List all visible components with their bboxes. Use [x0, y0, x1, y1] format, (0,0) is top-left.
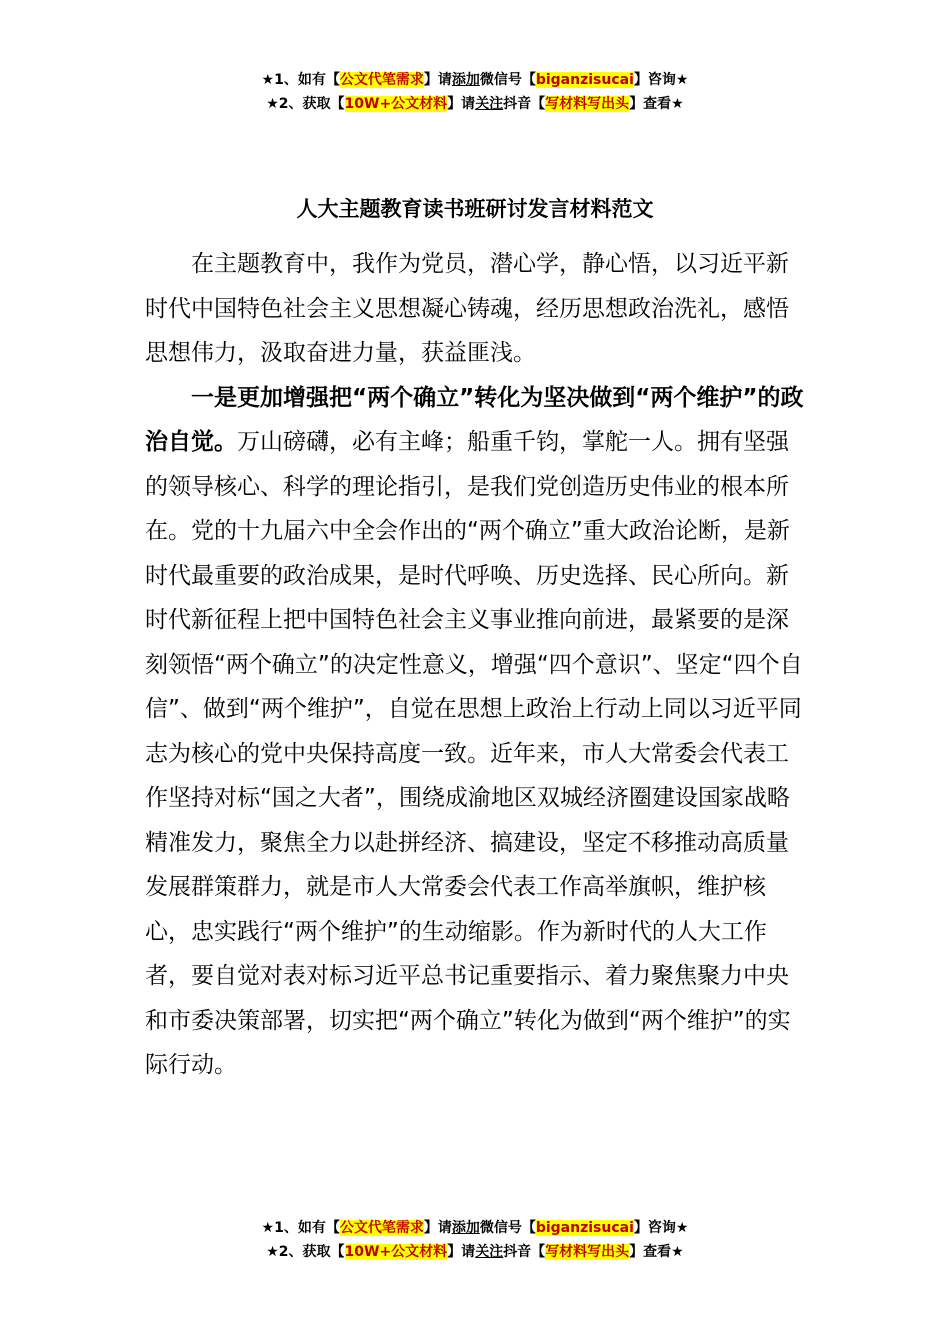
banner-text: 微信号【	[479, 1220, 536, 1236]
paragraph-intro: 在主题教育中，我作为党员，潜心学，静心悟，以习近平新时代中国特色社会主义思想凝心铸魂，经历思想政治洗礼，感悟思想伟力，汲取奋进力量，获益匪浅。	[145, 251, 789, 366]
document-title: 人大主题教育读书班研讨发言材料范文	[296, 197, 654, 221]
paragraph-lead: 一是更加增强把“两个确立”转化为坚决做到“两个维护”的政治自觉。	[145, 384, 804, 455]
douyin-account: 写材料写出头	[545, 96, 630, 112]
banner-line-1	[0, 1216, 950, 1240]
banner-underlined: 关注	[475, 96, 504, 112]
banner-line-2	[0, 1240, 950, 1264]
banner-text: 】咨询★	[633, 1220, 689, 1236]
banner-highlight: 公文代笔需求	[339, 1220, 424, 1236]
banner-text: ★2、获取【	[266, 1244, 345, 1260]
banner-text: 】咨询★	[633, 72, 689, 88]
banner-text: ★1、如有【	[261, 72, 340, 88]
paragraph-text: 万山磅礴，必有主峰；船重千钧，掌舵一人。拥有坚强的领导核心、科学的理论指引，是我们党创造历史伟业的根本所在。党的十九届六中全会作出的“两个确立”重大政治论断，是新时代最重要的政治成果，是时代呼唤、历史选择、民心所向。新时代新征程上把中国特色社会主义事业推向前进，最紧要的是深刻领悟“两个确立”的决定性意义，增强“四个意识”、坚定“四个自信”、做到“两个维护”，自觉在思想上政治上行动上同以习近平同志为核心的党中央保持高度一致。近年来，市人大常委会代表工作坚持对标“国之大者”，围绕成渝地区双城经济圈建设国家战略精准发力，聚焦全力以赴拼经济、搞建设，坚定不移推动高质量发展群策群力，就是市人大常委会代表工作高举旗帜，维护核心，忠实践行“两个维护”的生动缩影。作为新时代的人大工作者，要自觉对表对标习近平总书记重要指示、着力聚焦聚力中央和市委决策部署，切实把“两个确立”转化为做到“两个维护”的实际行动。	[145, 429, 803, 1078]
banner-text: ★1、如有【	[261, 1220, 340, 1236]
wechat-id: biganzisucai	[535, 1220, 634, 1236]
banner-text: ★2、获取【	[266, 96, 345, 112]
banner-underlined: 添加	[451, 1220, 480, 1236]
banner-highlight: 公文代笔需求	[339, 72, 424, 88]
banner-text: 抖音【	[503, 96, 546, 112]
banner-text: 】查看★	[629, 96, 684, 112]
paragraph-point-one	[145, 376, 805, 1088]
banner-line-2	[0, 92, 950, 116]
banner-text: 】请	[423, 1220, 452, 1236]
banner-line-1	[0, 68, 950, 92]
wechat-id: biganzisucai	[535, 72, 634, 88]
footer-banner	[0, 1216, 950, 1264]
banner-underlined: 关注	[475, 1244, 504, 1260]
banner-text: 】查看★	[629, 1244, 684, 1260]
banner-text: 】请	[447, 96, 476, 112]
header-banner	[0, 68, 950, 116]
document-body	[145, 242, 805, 1088]
banner-underlined: 添加	[451, 72, 480, 88]
banner-highlight: 10W+公文材料	[344, 1244, 448, 1260]
banner-text: 】请	[423, 72, 452, 88]
banner-highlight: 10W+公文材料	[344, 96, 448, 112]
douyin-account: 写材料写出头	[545, 1244, 630, 1260]
banner-text: 抖音【	[503, 1244, 546, 1260]
banner-text: 】请	[447, 1244, 476, 1260]
banner-text: 微信号【	[479, 72, 536, 88]
